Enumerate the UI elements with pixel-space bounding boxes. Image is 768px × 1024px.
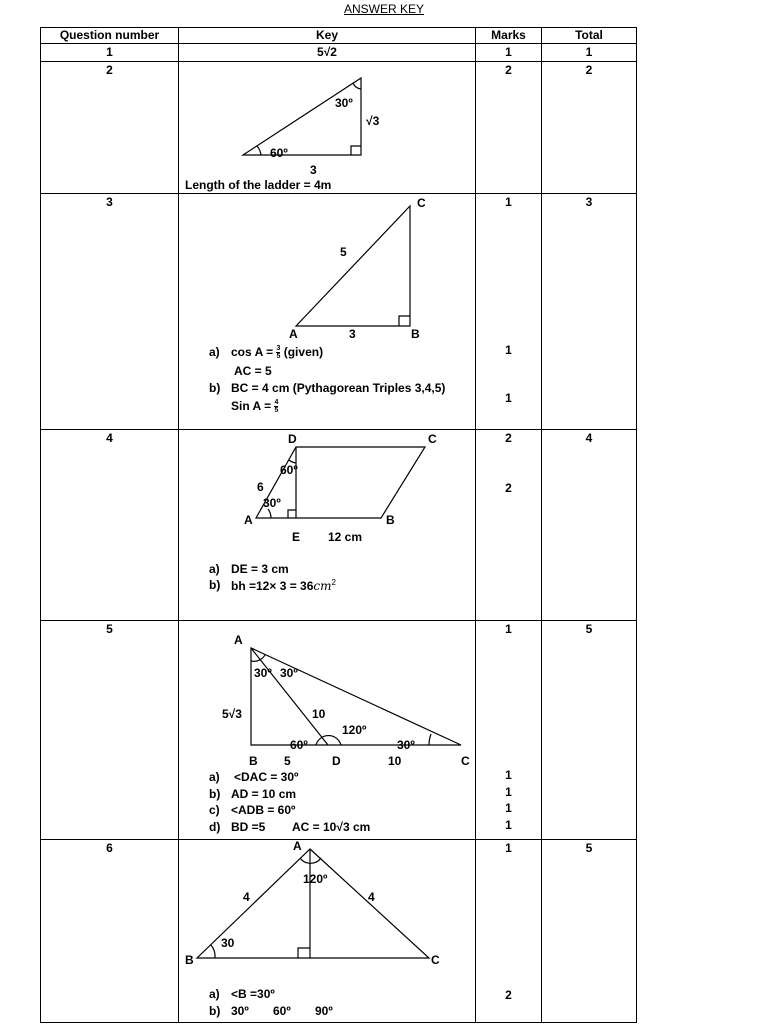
angle-label: 30º (254, 666, 272, 680)
mark-value: 1 (505, 841, 512, 855)
question-number: 2 (41, 62, 179, 194)
answer-text: AD = 10 cm (231, 787, 297, 801)
question-number: 5 (41, 621, 179, 840)
answer-tag: b) (209, 381, 221, 395)
marks-cell (476, 194, 542, 430)
angle-label: 30º (397, 738, 415, 752)
header-marks: Marks (476, 28, 542, 44)
answer-text: DE = 3 cm (231, 562, 289, 576)
angle-label: 30º (335, 96, 353, 110)
total-cell: 2 (542, 62, 637, 194)
answer-text: BD =5 (231, 820, 266, 834)
triangle-diagram (179, 62, 476, 193)
answer-text: Length of the ladder = 4m (185, 178, 332, 192)
side-label: 10 (312, 707, 326, 721)
angle-label: 30 (221, 936, 235, 950)
vertex-label: A (244, 513, 253, 527)
side-label: 5√3 (222, 707, 242, 721)
side-label: √3 (366, 114, 380, 128)
base-label: 3 (349, 327, 356, 341)
side-label: 10 (388, 754, 402, 768)
side-label: 4 (368, 890, 375, 904)
base-label: 12 cm (328, 530, 363, 544)
table-row (41, 62, 637, 194)
vertex-label: C (461, 754, 470, 768)
vertex-label: A (289, 327, 298, 341)
question-number: 3 (41, 194, 179, 430)
answer-text: Sin A = $\frac{4}{5}$ (231, 399, 279, 415)
vertex-label: C (417, 196, 426, 210)
angle-label: 60º (270, 146, 288, 160)
question-number: 1 (41, 44, 179, 62)
answer-text: <B =30º (231, 987, 275, 1001)
header-key: Key (179, 28, 476, 44)
marks-cell: 2 (476, 62, 542, 194)
key-cell (179, 621, 476, 840)
vertex-label: B (386, 513, 395, 527)
answer-text: 60º (273, 1004, 291, 1018)
vertex-label: B (249, 754, 258, 768)
mark-value: 1 (505, 801, 512, 815)
total-cell: 4 (542, 430, 637, 621)
total-cell: 3 (542, 194, 637, 430)
key-cell (179, 194, 476, 430)
angle-label: 120º (303, 872, 328, 886)
vertex-label: E (292, 530, 301, 544)
angle-label: 120º (342, 723, 367, 737)
answer-text: BC = 4 cm (Pythagorean Triples 3,4,5) (231, 381, 446, 395)
base-label: 3 (310, 163, 317, 177)
total-cell: 5 (542, 621, 637, 840)
vertex-label: A (293, 840, 302, 853)
question-number: 4 (41, 430, 179, 621)
vertex-label: C (431, 953, 440, 967)
mark-value: 1 (505, 768, 512, 782)
answer-text: <ADB = 60º (231, 803, 296, 817)
answer-tag: b) (209, 1004, 221, 1018)
mark-value: 2 (505, 431, 512, 445)
mark-value: 1 (505, 195, 512, 209)
total-cell: 5 (542, 840, 637, 1023)
answer-text: AC = 10√3 cm (292, 820, 371, 834)
answer-tag: c) (209, 803, 220, 817)
mark-value: 2 (505, 988, 512, 1002)
angle-label: 30º (280, 666, 298, 680)
mark-value: 1 (505, 785, 512, 799)
key-cell (179, 62, 476, 194)
parallelogram-diagram (179, 430, 476, 550)
mark-value: 2 (505, 481, 512, 495)
vertex-label: A (234, 633, 243, 647)
answer-tag: a) (209, 770, 220, 784)
answer-tag: a) (209, 987, 220, 1001)
answer-text: 90º (315, 1004, 333, 1018)
vertex-label: D (288, 432, 297, 446)
mark-value: 1 (505, 343, 512, 357)
angle-label: 60º (290, 738, 308, 752)
triangle-diagram (179, 840, 476, 975)
answer-text: cos A = $\frac{3}{5}$ (given) (231, 345, 324, 361)
answer-tag: a) (209, 562, 220, 576)
header-question-number: Question number (41, 28, 179, 44)
table-row (41, 44, 637, 62)
answer-tag: a) (209, 345, 220, 359)
table-row (41, 840, 637, 1023)
side-label: 5 (340, 245, 347, 259)
marks-cell (476, 430, 542, 621)
mark-value: 1 (505, 818, 512, 832)
header-total: Total (542, 28, 637, 44)
table-row (41, 194, 637, 430)
angle-label: 30º (263, 496, 281, 510)
table-row (41, 621, 637, 840)
key-cell (179, 430, 476, 621)
total-cell: 1 (542, 44, 637, 62)
header-row (41, 28, 637, 44)
vertex-label: B (411, 327, 420, 341)
page-title: ANSWER KEY (343, 2, 424, 16)
key-answer: 5√2 (179, 44, 476, 62)
marks-cell (476, 840, 542, 1023)
vertex-label: B (185, 953, 194, 967)
marks-cell: 1 (476, 44, 542, 62)
answer-tag: d) (209, 820, 221, 834)
question-number: 6 (41, 840, 179, 1023)
answer-tag: b) (209, 787, 221, 801)
mark-value: 1 (505, 391, 512, 405)
side-label: 5 (284, 754, 291, 768)
angle-label: 60º (280, 463, 298, 477)
vertex-label: C (428, 432, 437, 446)
triangle-diagram (179, 621, 476, 771)
answer-text: <DAC = 30º (234, 770, 299, 784)
key-cell (179, 840, 476, 1023)
side-label: 4 (243, 890, 250, 904)
table-row (41, 430, 637, 621)
triangle-diagram (179, 194, 476, 344)
answer-text: AC = 5 (234, 364, 272, 378)
answer-key-table (40, 27, 637, 1023)
answer-tag: b) (209, 578, 221, 592)
mark-value: 1 (505, 622, 512, 636)
answer-text: bh $=12\times 3 = 36cm^2$ (231, 578, 336, 593)
answer-text: 30º (231, 1004, 249, 1018)
vertex-label: D (332, 754, 341, 768)
side-label: 6 (257, 480, 264, 494)
marks-cell (476, 621, 542, 840)
